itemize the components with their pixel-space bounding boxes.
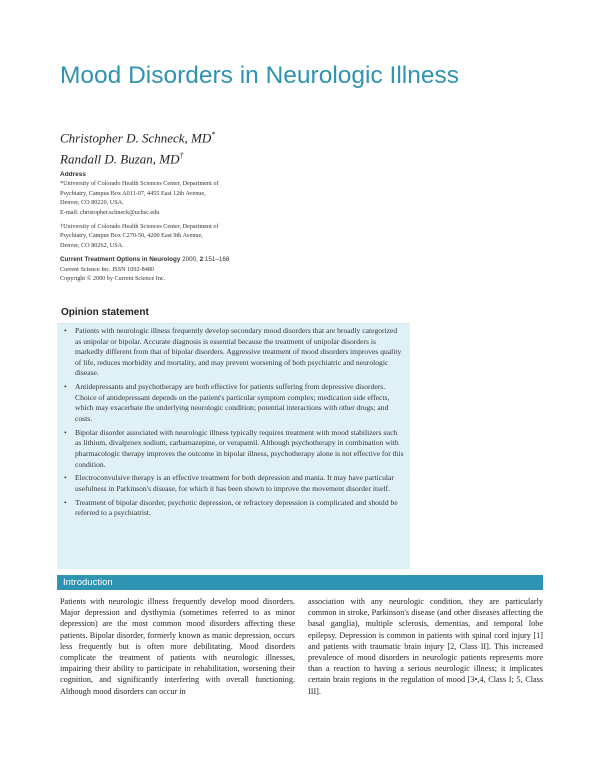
opinion-bullet: • Patients with neurologic illness frequently develop secondary mood disorders that are broadly categorized as unipolar or bipolar. Accurate diagnosis is essential because the treatment of unipolar disorders is markedly different from that of bipolar disorders. Aggressive treatment of mood disorders improves quality of life, reduces morbidity and mortality, and may prevent worsening of both psychiatric and neurologic disease. — [62, 326, 405, 379]
opinion-title: Opinion statement — [61, 307, 149, 318]
journal-citation — [60, 255, 360, 264]
address-line: Denver, CO 80262, USA. — [60, 241, 124, 249]
introduction-heading: Introduction — [63, 577, 113, 588]
journal-pages: :151–168 — [203, 256, 230, 264]
opinion-bullet-list — [62, 326, 405, 522]
author-1: Christopher D. Schneck, MD* — [60, 130, 216, 146]
journal-name: Current Treatment Options in Neurology — [60, 256, 181, 264]
publisher-line: Current Science Inc. ISSN 1092-8480 — [60, 265, 154, 273]
article-title: Mood Disorders in Neurologic Illness — [60, 62, 459, 89]
address-line: Denver, CO 80220, USA. — [60, 199, 124, 207]
address-label: Address — [60, 171, 87, 178]
address-line: *University of Colorado Health Sciences Center, Department of — [60, 180, 219, 188]
opinion-bullet: • Electroconvulsive therapy is an effective treatment for both depression and mania. It may have particular usefulness in Parkinson's disease, for which it has been shown to improve the movement disorder itself. — [62, 473, 405, 494]
journal-volume: 2 — [199, 256, 204, 264]
author-2: Randall D. Buzan, MD† — [60, 151, 184, 167]
address-line: Psychiatry, Campus Box C270-50, 4200 East 9th Avenue, — [60, 232, 203, 240]
introduction-column-right: association with any neurologic condition, they are particularly common in stroke, Parkinson's disease (and other diseases affecting the basal ganglia), multiple sclerosis, dementias, and temporal lobe epilepsy. Depression is common in patients with spinal cord injury [1] and patients with traumatic brain injury [2, Class II]. This increased prevalence of mood disorders in neurologic patients represents more than a reaction to having a serious neurologic illness; it implicates certain brain regions in the regulation of mood [3•,4, Class I; 5, Class III]. — [308, 597, 543, 696]
journal-year: 2000, — [182, 256, 198, 264]
opinion-bullet: • Bipolar disorder associated with neurologic illness typically requires treatment with mood stabilizers such as lithium, divalproex sodium, carbamazepine, or verapamil. Although psychotherapy in combination with pharmacologic therapy improves the outcome in bipolar illness, psychotherapy alone is not effective for this condition. — [62, 428, 405, 470]
introduction-heading-bar — [57, 575, 543, 590]
opinion-bullet: • Treatment of bipolar disorder, psychotic depression, or refractory depression is complicated and should be referred to a psychiatrist. — [62, 498, 405, 519]
email: E-mail: christopher.schneck@uchsc.edu — [60, 208, 160, 216]
address-line: †University of Colorado Health Sciences Center, Department of — [60, 223, 219, 231]
opinion-bullet: • Antidepressants and psychotherapy are both effective for patients suffering from depressive disorders. Choice of antidepressant depends on the patient's particular symptom complex; medication side effects, which may exacerbate the underlying neurologic condition; potential interactions with other drugs; and costs. — [62, 382, 405, 424]
introduction-column-left: Patients with neurologic illness frequently develop mood disorders. Major depression and dysthymia (sometimes referred to as minor depression) are the most common mood disorders affecting these patients. Bipolar disorder, formerly known as manic depression, occurs less frequently but is often more debilitating. Mood disorders complicate the treatment of patients with neurologic illnesses, impairing their ability to participate in rehabilitation, worsening their cognition, and significantly interfering with overall functioning. Although mood disorders can occur in — [60, 597, 295, 696]
copyright: Copyright © 2000 by Current Science Inc. — [60, 275, 166, 283]
address-line: Psychiatry, Campus Box A011-07, 4455 East 12th Avenue, — [60, 189, 206, 197]
author-list — [60, 126, 215, 169]
address-block — [60, 170, 360, 283]
